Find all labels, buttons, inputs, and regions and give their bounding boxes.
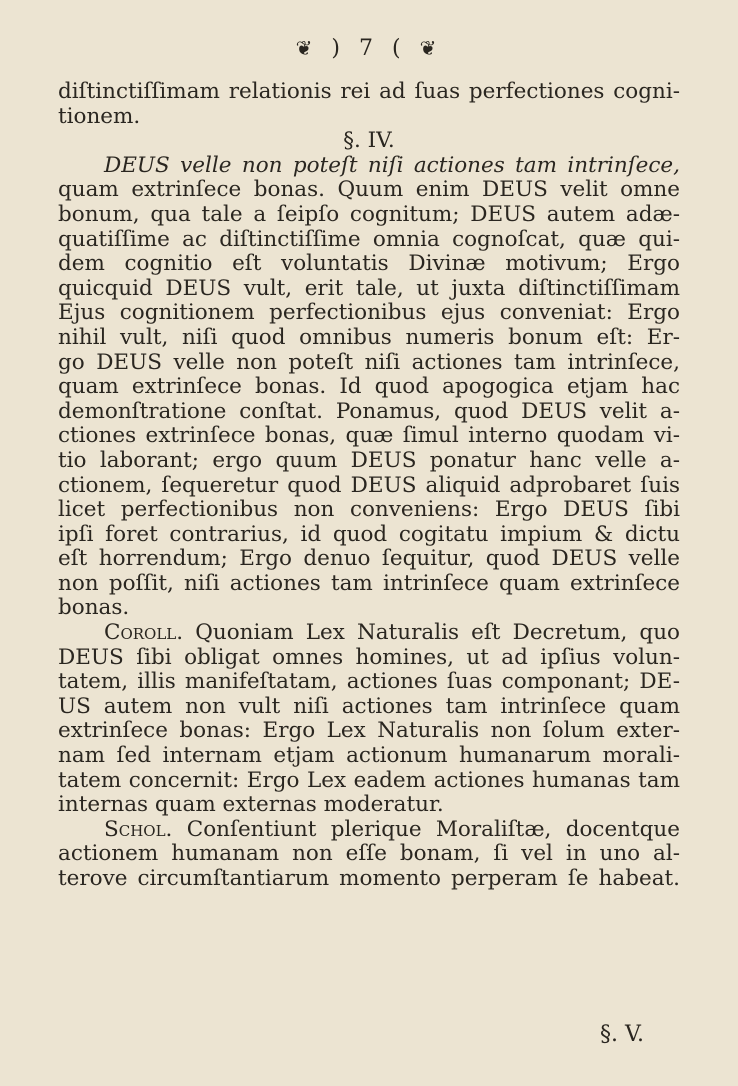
text-line: US autem non vult niſi actiones tam intrinſece quam [58, 693, 680, 719]
text-line: tionem. [58, 103, 141, 129]
text-line: quatiſſime ac diſtinctiſſime omnia cognoſcat, quæ qui- [58, 226, 680, 252]
page-number: ) 7 ( [331, 36, 407, 61]
text-line: extrinſece bonas: Ergo Lex Naturalis non ſolum exter- [58, 718, 680, 744]
text-line: quicquid DEUS vult, erit tale, ut juxta diſtinctiſſimam [58, 275, 680, 301]
text-line: non poſſit, niſi actiones tam intrinſece quam extrinſece [58, 570, 680, 596]
corollary-line: Coroll. Quoniam Lex Naturalis eſt Decretum, quo [104, 620, 680, 646]
text-line: ctiones extrinſece bonas, quæ ſimul interno quodam vi- [58, 423, 680, 449]
scholium-line: Schol. Conſentiunt plerique Moraliſtæ, docentque [104, 816, 680, 842]
text-line: terove circumſtantiarum momento perperam ſe habeat. [58, 866, 680, 891]
text-line: go DEUS velle non poteſt niſi actiones tam intrinſece, [58, 349, 680, 375]
text-line: bonas. [58, 595, 130, 621]
thesis-line: DEUS velle non poteſt niſi actiones tam intrinſece, [104, 152, 680, 178]
text-line: bonum, qua tale a ſeipſo cognitum; DEUS autem adæ- [58, 201, 680, 227]
text-line: diſtinctiſſimam relationis rei ad ſuas perfectiones cogni- [58, 79, 680, 104]
catchword: §. V. [600, 1022, 645, 1047]
lead-word: Coroll. [104, 620, 184, 646]
left-ornament-icon: ❦ [295, 36, 319, 60]
text-line: actionem humanam non eſſe bonam, ſi vel in uno al- [58, 841, 680, 867]
text-line: internas quam externas moderatur. [58, 792, 444, 818]
text-line: tatem, illis manifeſtatam, actiones ſuas componant; DE- [58, 669, 680, 695]
section-heading: §. IV. [343, 128, 395, 154]
body-text [58, 80, 680, 892]
text-line: dem cognitio eſt voluntatis Divinæ motivum; Ergo [58, 251, 680, 277]
running-header [0, 36, 738, 61]
right-ornament-icon: ❦ [419, 36, 443, 60]
text-line: nam ſed internam etjam actionum humanarum morali- [58, 743, 680, 769]
text-line: ctionem, ſequeretur quod DEUS aliquid adprobaret ſuis [58, 472, 680, 498]
text-line: quam extrinſece bonas. Quum enim DEUS velit omne [58, 177, 680, 203]
text-line: ipſi foret contrarius, id quod cogitatu impium & dictu [58, 521, 680, 547]
text-line: demonſtratione conſtat. Ponamus, quod DEUS velit a- [58, 398, 680, 424]
text-line: Ejus cognitionem perfectionibus ejus conveniat: Ergo [58, 300, 680, 326]
text-line: tatem concernit: Ergo Lex eadem actiones humanas tam [58, 767, 680, 793]
text-line: licet perfectionibus non conveniens: Ergo DEUS ſibi [58, 497, 680, 523]
text-line: tio laborant; ergo quum DEUS ponatur hanc velle a- [58, 447, 680, 473]
lead-word: Schol. [104, 816, 173, 842]
text-line: eſt horrendum; Ergo denuo ſequitur, quod DEUS velle [58, 546, 680, 572]
text-line: nihil vult, niſi quod omnibus numeris bonum eſt: Er- [58, 324, 680, 350]
text-line: DEUS ſibi obligat omnes homines, ut ad ipſius volun- [58, 644, 680, 670]
text-line: quam extrinſece bonas. Id quod apogogica etjam hac [58, 374, 680, 400]
